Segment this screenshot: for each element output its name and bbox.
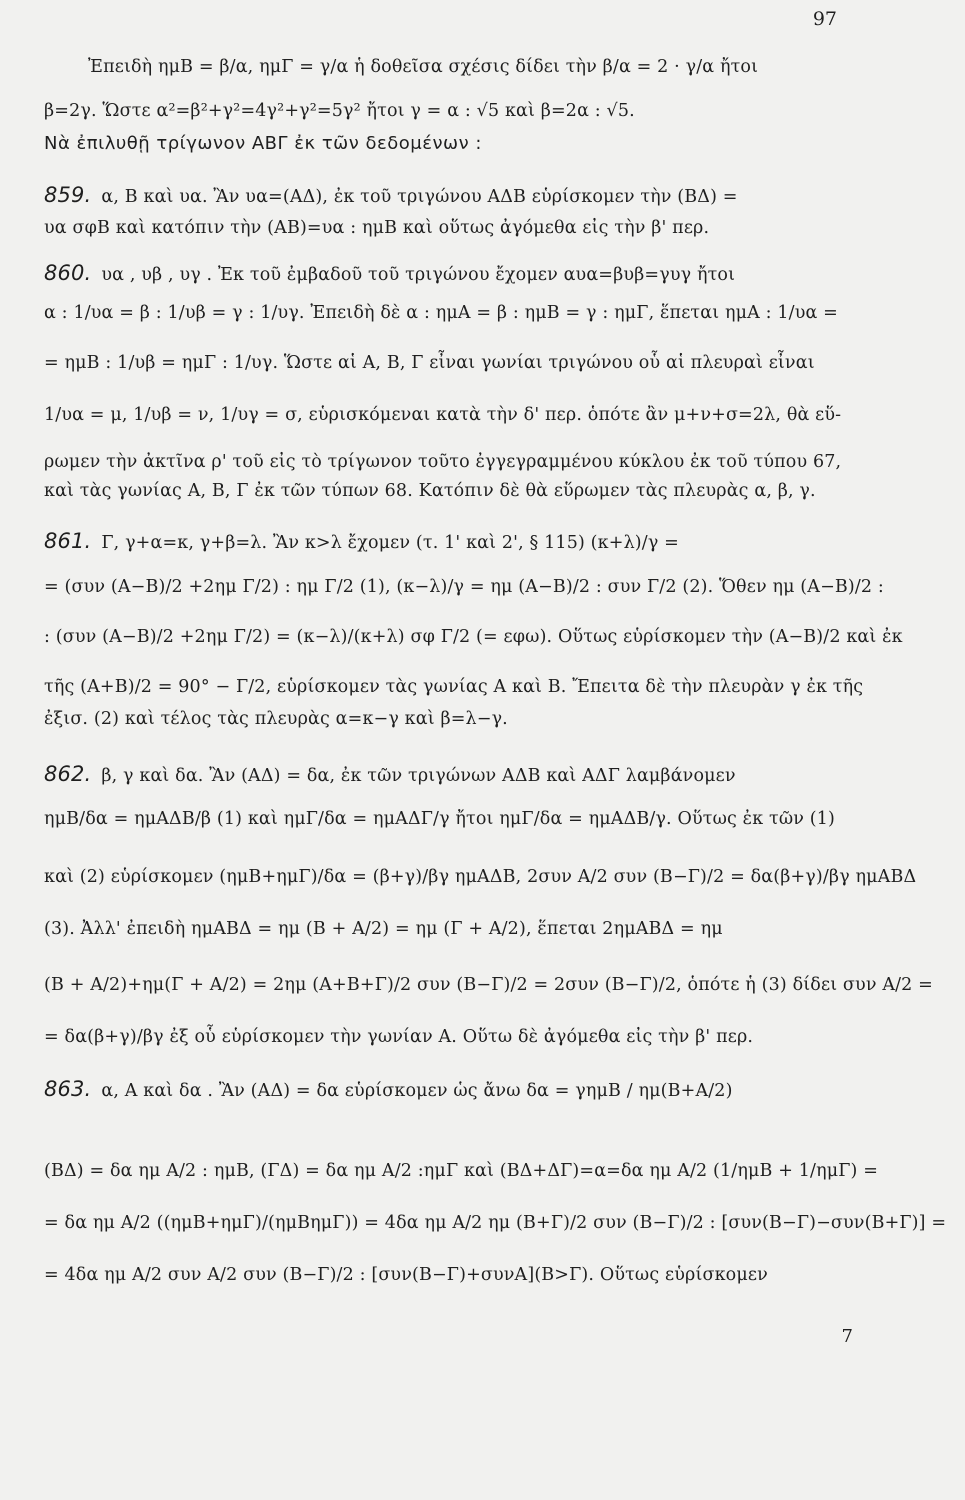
problem-number: 860. [44,261,92,285]
text-line: υα σφΒ καὶ κατόπιν τὴν (ΑΒ)=υα : ημΒ καὶ οὕτως ἀγόμεθα εἰς τὴν β' περ. [44,218,710,238]
text-line: (ΒΔ) = δα ημ Α/2 : ημΒ, (ΓΔ) = δα ημ Α/2 :ημΓ καὶ (ΒΔ+ΔΓ)=α=δα ημ Α/2 (1/ημΒ + 1/ημΓ) = [44,1161,879,1181]
signature-mark: 7 [841,1326,853,1347]
problem-number: 861. [44,529,92,553]
problem-number: 863. [44,1077,92,1101]
text-line: Γ, γ+α=κ, γ+β=λ. Ἂν κ>λ ἔχομεν (τ. 1' καὶ 2', § 115) (κ+λ)/γ = [101,533,679,553]
text-line: β=2γ. Ὥστε α²=β²+γ²=4γ²+γ²=5γ² ἤτοι γ = α : √5 καὶ β=2α : √5. [44,101,635,121]
text-line: = δα(β+γ)/βγ ἐξ οὗ εὑρίσκομεν τὴν γωνίαν Α. Οὕτω δὲ ἀγόμεθα εἰς τὴν β' περ. [44,1027,754,1047]
problem-number: 862. [44,762,92,786]
text-line: α, Β καὶ υα. Ἂν υα=(ΑΔ), ἐκ τοῦ τριγώνου ΑΔΒ εὑρίσκομεν τὴν (ΒΔ) = [101,187,738,207]
problem-859 [44,184,934,208]
text-line: β, γ καὶ δα. Ἂν (ΑΔ) = δα, ἐκ τῶν τριγώνων ΑΔΒ καὶ ΑΔΓ λαμβάνομεν [101,766,736,786]
page-number: 97 [812,8,837,30]
section-heading: Νὰ ἐπιλυθῇ τρίγωνον ΑΒΓ ἐκ τῶν δεδομένων : [44,133,482,154]
text-line: = ημΒ : 1/υβ = ημΓ : 1/υγ. Ὥστε αἱ Α, Β, Γ εἶναι γωνίαι τριγώνου οὗ αἱ πλευραὶ εἶναι [44,353,815,373]
problem-862 [44,763,934,787]
problem-860 [44,262,934,286]
text-line: καὶ τὰς γωνίας Α, Β, Γ ἐκ τῶν τύπων 68. Κατόπιν δὲ θὰ εὕρωμεν τὰς πλευρὰς α, β, γ. [44,481,816,501]
text-line: 1/υα = μ, 1/υβ = ν, 1/υγ = σ, εὑρισκόμεναι κατὰ τὴν δ' περ. ὁπότε ἂν μ+ν+σ=2λ, θὰ εὕ- [44,405,842,425]
text-line: ρωμεν τὴν ἀκτῖνα ρ' τοῦ εἰς τὸ τρίγωνον τοῦτο ἐγγεγραμμένου κύκλου ἐκ τοῦ τύπου 67, [44,452,842,472]
problem-861 [44,530,934,554]
text-line: τῆς (Α+Β)/2 = 90° − Γ/2, εὑρίσκομεν τὰς γωνίας Α καὶ Β. Ἔπειτα δὲ τὴν πλευρὰν γ ἐκ τῆς [44,677,864,697]
text-line: Ἐπειδὴ ημΒ = β/α, ημΓ = γ/α ἡ δοθεῖσα σχέσις δίδει τὴν β/α = 2 · γ/α ἤτοι [88,57,759,77]
text-line: (Β + Α/2)+ημ(Γ + Α/2) = 2ημ (Α+Β+Γ)/2 συν (Β−Γ)/2 = 2συν (Β−Γ)/2, ὁπότε ἡ (3) δίδει συν Α/2 = [44,975,933,995]
text-line: (3). Ἀλλ' ἐπειδὴ ημΑΒΔ = ημ (Β + Α/2) = ημ (Γ + Α/2), ἕπεται 2ημΑΒΔ = ημ [44,919,723,939]
problem-number: 859. [44,183,92,207]
text-line: ἐξισ. (2) καὶ τέλος τὰς πλευρὰς α=κ−γ καὶ β=λ−γ. [44,709,508,729]
text-line: = δα ημ Α/2 ((ημΒ+ημΓ)/(ημΒημΓ)) = 4δα ημ Α/2 ημ (Β+Γ)/2 συν (Β−Γ)/2 : [συν(Β−Γ)−συν(Β+Γ)] = [44,1213,947,1233]
text-line: : (συν (Α−Β)/2 +2ημ Γ/2) = (κ−λ)/(κ+λ) σφ Γ/2 (= εφω). Οὕτως εὑρίσκομεν τὴν (Α−Β)/2 καὶ ἐκ [44,627,903,647]
text-line: α, Α καὶ δα . Ἂν (ΑΔ) = δα εὑρίσκομεν ὡς ἄνω δα = γημΒ / ημ(Β+Α/2) [101,1081,733,1101]
text-line: ημΒ/δα = ημΑΔΒ/β (1) καὶ ημΓ/δα = ημΑΔΓ/γ ἤτοι ημΓ/δα = ημΑΔΒ/γ. Οὕτως ἐκ τῶν (1) [44,809,836,829]
text-line: α : 1/υα = β : 1/υβ = γ : 1/υγ. Ἐπειδὴ δὲ α : ημΑ = β : ημΒ = γ : ημΓ, ἕπεται ημΑ : 1/υα = [44,303,838,323]
text-line: = (συν (Α−Β)/2 +2ημ Γ/2) : ημ Γ/2 (1), (κ−λ)/γ = ημ (Α−Β)/2 : συν Γ/2 (2). Ὅθεν ημ (Α−Β)/2 : [44,577,884,597]
text-line: = 4δα ημ Α/2 συν Α/2 συν (Β−Γ)/2 : [συν(Β−Γ)+συνΑ](Β>Γ). Οὕτως εὑρίσκομεν [44,1265,768,1285]
problem-863 [44,1078,934,1102]
text-line: καὶ (2) εὑρίσκομεν (ημΒ+ημΓ)/δα = (β+γ)/βγ ημΑΔΒ, 2συν Α/2 συν (Β−Γ)/2 = δα(β+γ)/βγ ημΑΒΔ [44,867,917,887]
text-line: υα , υβ , υγ . Ἐκ τοῦ ἐμβαδοῦ τοῦ τριγώνου ἔχομεν αυα=βυβ=γυγ ἤτοι [101,265,736,285]
